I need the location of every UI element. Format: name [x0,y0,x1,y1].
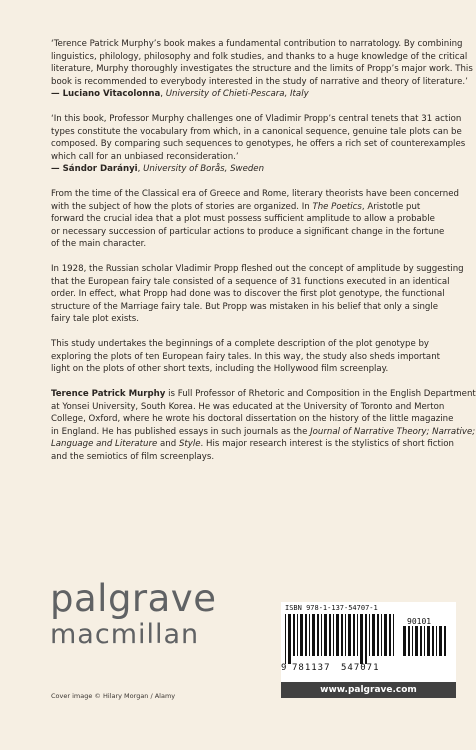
barcode-bar [309,614,310,656]
journal-title: Language and Literature [51,439,158,449]
barcode-bar [427,626,430,656]
quote-attribution: — Sándor Darányi, University of Borås, Sweden [51,164,265,174]
description-paragraph-2 [51,263,464,326]
paragraph-line: College, Oxford, where he wrote his doctoral dissertation on the history of the little magazine [51,414,454,424]
paragraph-line: order. In effect, what Propp had done was to discover the first plot genotype, the functional [51,289,445,299]
barcode-bar [353,614,355,656]
barcode-bar [381,614,382,656]
quote-line: ‘In this book, Professor Murphy challenges one of Vladimir Propp’s central tenets that 31 action [51,114,462,124]
barcode-supplement-bars [403,626,449,664]
journal-titles: Journal of Narrative Theory; Narrative; [310,426,476,437]
barcode-bar [305,614,307,656]
author-bio [51,388,476,463]
barcode-bar [317,614,319,656]
paragraph-line: at Yonsei University, South Korea. He was educated at the University of Toronto and Merton [51,401,445,412]
barcode-bar [365,614,367,664]
journal-title: Style [178,439,201,449]
praise-quote-2 [51,113,466,176]
cover-image-credit: Cover image © Hilary Morgan / Alamy [51,692,176,700]
barcode-bar [384,614,387,656]
barcode-bar [341,614,343,656]
paragraph-line: and the semiotics of film screenplays. [51,451,215,462]
description-paragraph-3 [51,338,456,376]
text-run: with the subject of how the plots of stories are organized. In [51,201,313,212]
barcode-supplement-number: 90101 [407,617,432,626]
text-run: is Full Professor of Rhetoric and Composition in the English Department [165,389,476,399]
barcode-bar [420,626,422,656]
paragraph-line: From the time of the Classical era of Greece and Rome, literary theorists have been concerned [51,189,459,199]
book-title-poetics: The Poetics [312,201,362,212]
paragraph-line: light on the plots of other short texts, including the Hollywood film screenplay. [51,364,389,374]
ean-digit-group-1: 781137 [292,663,331,673]
barcode-bar [412,626,413,656]
quote-line: linguistics, philology, philosophy and folk studies, and thanks to a huge knowledge of the critical [51,51,468,62]
barcode-bar [439,626,442,656]
barcode-bar [321,614,322,656]
publisher-logo [50,577,217,650]
barcode-bar [393,614,394,656]
barcode-bar [432,626,434,656]
text-run: , Aristotle put [361,201,421,212]
ean-digit-first: 9 [281,663,287,673]
barcode-bar [444,626,446,656]
paragraph-line: of the main character. [51,239,147,249]
barcode-bar [300,614,303,656]
paragraph-line: exploring the plots of ten European fairy tales. In this way, the study also sheds important [51,351,441,362]
barcode-bar [297,614,298,656]
barcode-bar [389,614,391,656]
author-name: Terence Patrick Murphy [51,389,166,399]
logo-line-1: palgrave [50,577,217,620]
quote-line: book is recommended to everybody interested in the study of narrative and theory of literature.’ [51,76,468,87]
praise-quote-1 [51,38,473,101]
quote-author: — Sándor Darányi [51,164,138,174]
quote-line: which call for an unbiased reconsideration.’ [51,151,239,162]
isbn-barcode [281,602,456,682]
paragraph-line [51,201,456,214]
quote-attribution: — Luciano Vitacolonna, University of Chieti-Pescara, Italy [51,89,309,99]
barcode-bar [415,626,418,656]
barcode-bar [288,614,291,664]
quote-affiliation: University of Chieti-Pescara, Italy [165,89,309,99]
barcode-bar [357,614,358,656]
barcode-bars [285,614,397,664]
logo-line-2: macmillan [50,619,200,650]
text-run: in England. He has published essays in such journals as the [51,426,311,437]
quote-author: — Luciano Vitacolonna [51,89,161,99]
paragraph-line: This study undertakes the beginnings of a complete description of the plot genotype by [51,339,430,349]
publisher-url[interactable]: www.palgrave.com [281,682,456,698]
paragraph-line: or necessary succession of particular actions to produce a significant change in the fortune [51,226,445,237]
barcode-bar [369,614,370,656]
barcode-bar [293,614,295,656]
barcode-bar [372,614,375,656]
barcode-bar [336,614,339,656]
barcode-bar [436,626,437,656]
text-run: . His major research interest is the stylistics of short fiction [200,439,454,449]
ean-digit-group-2: 547071 [341,663,380,673]
paragraph-line: forward the crucial idea that a plot must possess sufficient amplitude to allow a probable [51,214,435,224]
barcode-bar [360,614,363,664]
paragraph-line: In 1928, the Russian scholar Vladimir Propp fleshed out the concept of amplitude by suggesting [51,264,464,274]
quote-line: ‘Terence Patrick Murphy’s book makes a fundamental contribution to narratology. By combining [51,39,463,49]
quote-line: literature, Murphy thoroughly investigates the structure and the limits of Propp’s major work. This [51,64,473,74]
paragraph-line: that the European fairy tale consisted of a sequence of 31 functions executed in an identical [51,276,450,287]
barcode-bar [329,614,331,656]
paragraph-line: fairy tale plot exists. [51,314,139,324]
barcode-bar [333,614,334,656]
paragraph-line [51,426,476,439]
paragraph-line [51,388,476,401]
paragraph-line: structure of the Marriage fairy tale. But Propp was mistaken in his belief that only a single [51,301,439,312]
barcode-bar [324,614,327,656]
barcode-bar [403,626,406,656]
barcode-bar [348,614,351,656]
isbn-number: ISBN 978-1-137-54707-1 [285,604,378,612]
description-paragraph-1 [51,188,459,251]
barcode-bar [312,614,315,656]
barcode-bar [285,614,286,664]
back-cover-text [51,38,476,476]
barcode-bar [345,614,346,656]
quote-line: composed. By comparing such sequences to genotypes, he offers a rich set of counterexamples [51,139,466,149]
quote-line: types constitute the vocabulary from which, in a canonical sequence, genuine tale plots can be [51,126,462,137]
barcode-bar [424,626,425,656]
barcode-bar [377,614,379,656]
paragraph-line [51,438,456,451]
quote-affiliation: University of Borås, Sweden [143,164,265,174]
text-run: and [157,439,179,449]
barcode-bar [408,626,410,656]
